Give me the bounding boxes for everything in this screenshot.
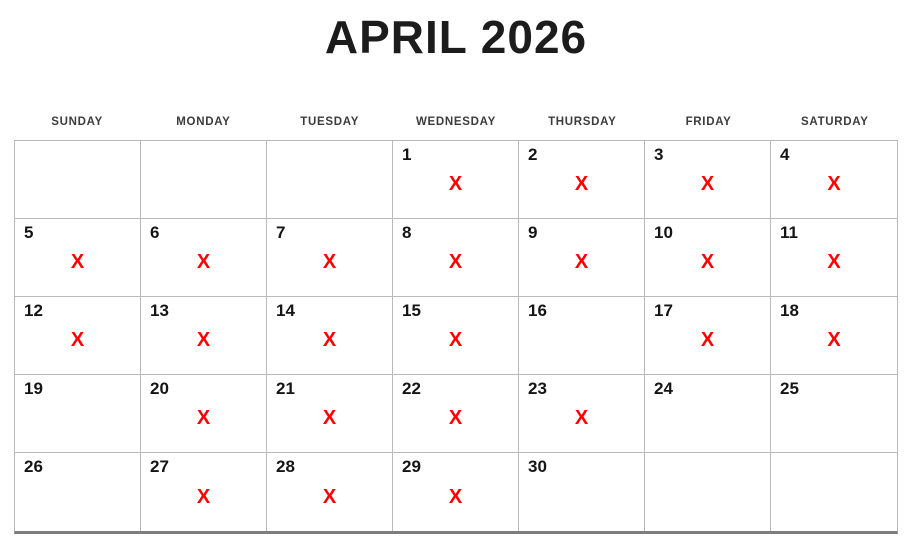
x-mark: X <box>574 251 589 274</box>
x-mark: X <box>196 329 211 352</box>
day-cell-7 <box>267 219 393 297</box>
day-number: 9 <box>528 223 538 242</box>
day-cell-17 <box>645 297 771 375</box>
day-number: 18 <box>780 301 799 320</box>
weekday-header-row <box>14 116 898 128</box>
x-mark: X <box>322 485 337 508</box>
day-cell-16 <box>519 297 645 375</box>
day-number: 14 <box>276 301 295 320</box>
day-number: 16 <box>528 301 547 320</box>
x-mark: X <box>448 173 463 196</box>
day-number: 21 <box>276 379 295 398</box>
x-mark: X <box>827 329 841 352</box>
day-number: 17 <box>654 301 673 320</box>
weekday-label-sunday: SUNDAY <box>51 116 103 128</box>
day-cell-10 <box>645 219 771 297</box>
day-number: 26 <box>24 457 43 476</box>
empty-day-cell <box>141 141 267 219</box>
day-cell-6 <box>141 219 267 297</box>
day-cell-8 <box>393 219 519 297</box>
weekday-label-thursday: THURSDAY <box>548 116 617 128</box>
day-cell-5 <box>15 219 141 297</box>
day-cell-29 <box>393 453 519 531</box>
day-cell-23 <box>519 375 645 453</box>
x-mark: X <box>322 407 337 430</box>
day-number: 13 <box>150 301 169 320</box>
day-cell-2 <box>519 141 645 219</box>
day-cell-1 <box>393 141 519 219</box>
weekday-label-friday: FRIDAY <box>685 116 732 128</box>
day-cell-4 <box>771 141 897 219</box>
day-cell-19 <box>15 375 141 453</box>
day-cell-28 <box>267 453 393 531</box>
day-number: 3 <box>654 145 664 164</box>
day-number: 11 <box>780 223 798 242</box>
day-cell-27 <box>141 453 267 531</box>
day-number: 24 <box>654 379 673 398</box>
day-cell-11 <box>771 219 897 297</box>
x-mark: X <box>196 407 211 430</box>
day-cell-15 <box>393 297 519 375</box>
x-mark: X <box>700 329 715 352</box>
day-cell-24 <box>645 375 771 453</box>
day-number <box>654 457 770 477</box>
day-cell-3 <box>645 141 771 219</box>
day-cell-14 <box>267 297 393 375</box>
day-number <box>780 457 897 477</box>
day-number: 19 <box>24 379 43 398</box>
day-number <box>276 145 392 165</box>
day-cell-13 <box>141 297 267 375</box>
day-cell-20 <box>141 375 267 453</box>
weekday-label-saturday: SATURDAY <box>801 116 869 128</box>
day-number: 2 <box>528 145 538 164</box>
weekday-label-monday: MONDAY <box>176 116 231 128</box>
day-number: 15 <box>402 301 421 320</box>
calendar-grid <box>14 140 898 534</box>
day-number: 8 <box>402 223 412 242</box>
weekday-label-wednesday: WEDNESDAY <box>415 116 496 128</box>
x-mark: X <box>322 251 337 274</box>
day-number: 27 <box>150 457 169 476</box>
day-number: 22 <box>402 379 421 398</box>
x-mark: X <box>700 251 715 274</box>
day-cell-9 <box>519 219 645 297</box>
day-number: 12 <box>24 301 43 320</box>
day-number: 1 <box>402 145 412 164</box>
day-number: 20 <box>150 379 169 398</box>
x-mark: X <box>70 329 85 352</box>
empty-day-cell <box>645 453 771 531</box>
calendar-title: APRIL 2026 <box>324 11 588 63</box>
x-mark: X <box>448 485 463 508</box>
day-number: 6 <box>150 223 160 242</box>
x-mark: X <box>574 173 589 196</box>
day-number: 29 <box>402 457 421 476</box>
day-cell-30 <box>519 453 645 531</box>
day-number: 25 <box>780 379 799 398</box>
day-cell-18 <box>771 297 897 375</box>
day-number <box>150 145 266 165</box>
day-cell-22 <box>393 375 519 453</box>
day-number: 30 <box>528 457 547 476</box>
day-number: 7 <box>276 223 286 242</box>
empty-day-cell <box>267 141 393 219</box>
x-mark: X <box>448 407 463 430</box>
x-mark: X <box>322 329 337 352</box>
weekday-label-tuesday: TUESDAY <box>300 116 360 128</box>
day-cell-26 <box>15 453 141 531</box>
empty-day-cell <box>15 141 141 219</box>
x-mark: X <box>574 407 589 430</box>
day-cell-21 <box>267 375 393 453</box>
day-number: 10 <box>654 223 673 242</box>
x-mark: X <box>827 251 841 274</box>
empty-day-cell <box>771 453 897 531</box>
x-mark: X <box>448 329 463 352</box>
day-number: 28 <box>276 457 295 476</box>
day-cell-12 <box>15 297 141 375</box>
day-cell-25 <box>771 375 897 453</box>
x-mark: X <box>448 251 463 274</box>
x-mark: X <box>827 173 841 196</box>
x-mark: X <box>70 251 85 274</box>
x-mark: X <box>196 251 211 274</box>
day-number: 4 <box>780 145 790 164</box>
day-number: 5 <box>24 223 34 242</box>
day-number <box>24 145 140 165</box>
x-mark: X <box>196 485 211 508</box>
x-mark: X <box>700 173 715 196</box>
day-number: 23 <box>528 379 547 398</box>
